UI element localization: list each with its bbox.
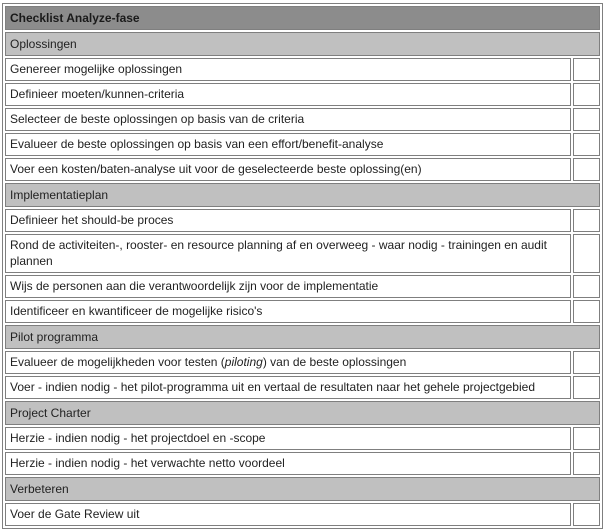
checklist-body bbox=[5, 6, 600, 526]
checklist-item-text: Voer de Gate Review uit bbox=[5, 503, 571, 526]
checklist-item-text: Voer een kosten/baten-analyse uit voor de geselecteerde beste oplossing(en) bbox=[5, 158, 571, 181]
section-heading: Verbeteren bbox=[5, 477, 600, 501]
checklist-item bbox=[5, 376, 600, 399]
checklist-title: Checklist Analyze-fase bbox=[5, 6, 600, 30]
item-text-part: Evalueer de mogelijkheden voor testen ( bbox=[10, 355, 225, 369]
checklist-item-text bbox=[5, 351, 571, 374]
checklist-item bbox=[5, 351, 600, 374]
section-row bbox=[5, 32, 600, 56]
section-heading: Oplossingen bbox=[5, 32, 600, 56]
checklist-item-text: Definieer het should-be proces bbox=[5, 209, 571, 232]
checkbox-cell[interactable] bbox=[573, 452, 600, 475]
section-heading: Implementatieplan bbox=[5, 183, 600, 207]
checklist-item bbox=[5, 427, 600, 450]
checklist-item bbox=[5, 108, 600, 131]
section-heading: Project Charter bbox=[5, 401, 600, 425]
checklist-item bbox=[5, 234, 600, 273]
checklist-item-text: Evalueer de beste oplossingen op basis van een effort/benefit-analyse bbox=[5, 133, 571, 156]
section-row bbox=[5, 401, 600, 425]
checkbox-cell[interactable] bbox=[573, 158, 600, 181]
checklist-item bbox=[5, 503, 600, 526]
checklist-table bbox=[2, 3, 603, 529]
checkbox-cell[interactable] bbox=[573, 58, 600, 81]
checklist-item-text: Herzie - indien nodig - het verwachte netto voordeel bbox=[5, 452, 571, 475]
checkbox-cell[interactable] bbox=[573, 234, 600, 273]
section-heading: Pilot programma bbox=[5, 325, 600, 349]
checklist-item bbox=[5, 300, 600, 323]
section-row bbox=[5, 183, 600, 207]
checklist-item bbox=[5, 158, 600, 181]
title-row bbox=[5, 6, 600, 30]
checkbox-cell[interactable] bbox=[573, 275, 600, 298]
checkbox-cell[interactable] bbox=[573, 108, 600, 131]
checklist-item bbox=[5, 58, 600, 81]
checklist-item bbox=[5, 83, 600, 106]
checkbox-cell[interactable] bbox=[573, 427, 600, 450]
checklist-item-text: Genereer mogelijke oplossingen bbox=[5, 58, 571, 81]
item-text-part: ) van de beste oplossingen bbox=[262, 355, 407, 369]
checklist-item-text: Voer - indien nodig - het pilot-programma uit en vertaal de resultaten naar het gehele projectgebied bbox=[5, 376, 571, 399]
checklist-item bbox=[5, 275, 600, 298]
checklist-item-text: Herzie - indien nodig - het projectdoel en -scope bbox=[5, 427, 571, 450]
checklist-item bbox=[5, 209, 600, 232]
checklist-item bbox=[5, 133, 600, 156]
checkbox-cell[interactable] bbox=[573, 351, 600, 374]
item-text-emphasis: piloting bbox=[224, 355, 263, 369]
checklist-item bbox=[5, 452, 600, 475]
checkbox-cell[interactable] bbox=[573, 376, 600, 399]
checkbox-cell[interactable] bbox=[573, 133, 600, 156]
section-row bbox=[5, 325, 600, 349]
checklist-item-text: Selecteer de beste oplossingen op basis van de criteria bbox=[5, 108, 571, 131]
checklist-item-text: Identificeer en kwantificeer de mogelijke risico's bbox=[5, 300, 571, 323]
checkbox-cell[interactable] bbox=[573, 503, 600, 526]
section-row bbox=[5, 477, 600, 501]
checkbox-cell[interactable] bbox=[573, 300, 600, 323]
checkbox-cell[interactable] bbox=[573, 209, 600, 232]
checklist-item-text: Rond de activiteiten-, rooster- en resource planning af en overweeg - waar nodig - trainingen en audit plannen bbox=[5, 234, 571, 273]
checkbox-cell[interactable] bbox=[573, 83, 600, 106]
checklist-item-text: Definieer moeten/kunnen-criteria bbox=[5, 83, 571, 106]
checklist-item-text: Wijs de personen aan die verantwoordelijk zijn voor de implementatie bbox=[5, 275, 571, 298]
